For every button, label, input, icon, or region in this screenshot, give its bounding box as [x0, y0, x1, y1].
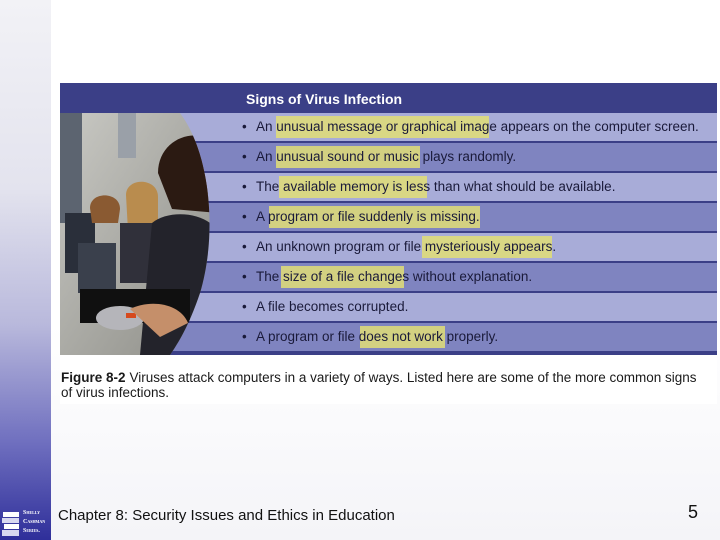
footer-chapter-title: Chapter 8: Security Issues and Ethics in Education	[58, 507, 395, 524]
list-item-text: • A program or file suddenly is missing.	[242, 209, 480, 224]
list-item-text: • A file becomes corrupted.	[242, 299, 409, 314]
list-item-text: • An unusual sound or music plays randomly.	[242, 149, 517, 164]
page-number: 5	[688, 502, 699, 522]
list-item-text: • An unusual message or graphical image appears on the computer screen.	[242, 119, 699, 134]
students-at-computers-photo	[60, 113, 215, 355]
figure-8-2	[60, 83, 717, 404]
list-item-text: • The available memory is less than what should be available.	[242, 179, 616, 194]
list-item-text: • The size of a file changes without explanation.	[242, 269, 533, 284]
list-item-text: • A program or file does not work properly.	[242, 329, 499, 344]
logo-wordmark: Shelly Cashman Series.	[23, 510, 46, 534]
list-item-text: • An unknown program or file mysteriously appears.	[242, 239, 557, 254]
figure-caption-text: Viruses attack computers in a variety of ways. Listed here are some of the more common signs of virus infections.	[61, 370, 697, 400]
figure-caption-label: Figure 8-2	[61, 370, 126, 385]
figure-caption	[61, 370, 711, 400]
figure-panel	[60, 83, 717, 355]
books-icon	[2, 511, 20, 537]
figure-title: Signs of Virus Infection	[246, 91, 403, 107]
publisher-logo	[2, 509, 50, 539]
left-sidebar-gradient	[0, 0, 51, 540]
